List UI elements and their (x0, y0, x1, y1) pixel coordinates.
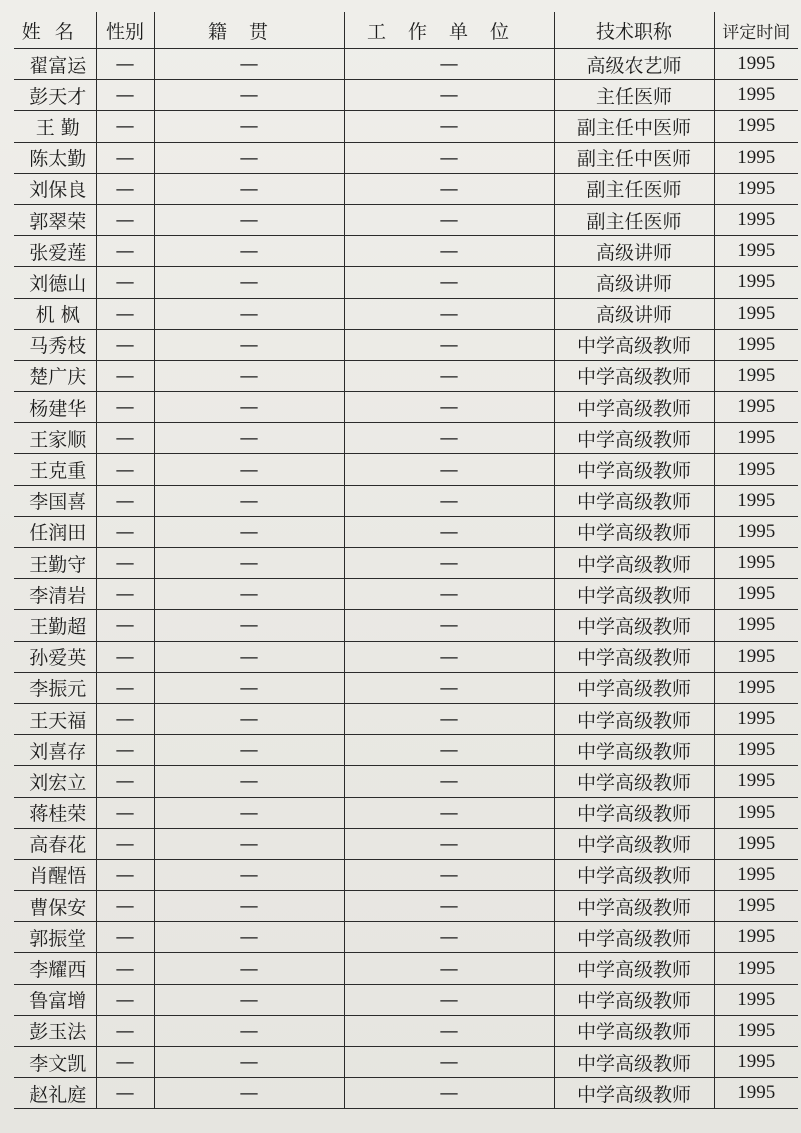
cell-title: 中学高级教师 (554, 984, 714, 1015)
cell-name: 王勤守 (14, 548, 96, 579)
personnel-table (14, 12, 798, 1109)
cell-unit: — (344, 548, 554, 579)
cell-name: 鲁富增 (14, 984, 96, 1015)
cell-name: 王 勤 (14, 111, 96, 142)
cell-unit: — (344, 298, 554, 329)
cell-unit: — (344, 454, 554, 485)
cell-origin: — (154, 703, 344, 734)
cell-unit: — (344, 360, 554, 391)
table-row (14, 641, 798, 672)
cell-name: 刘喜存 (14, 735, 96, 766)
cell-unit: — (344, 641, 554, 672)
table-row (14, 485, 798, 516)
cell-origin: — (154, 672, 344, 703)
cell-year: 1995 (714, 49, 798, 80)
cell-name: 马秀枝 (14, 329, 96, 360)
cell-unit: — (344, 173, 554, 204)
table-row (14, 80, 798, 111)
cell-title: 高级讲师 (554, 267, 714, 298)
cell-origin: — (154, 204, 344, 235)
cell-title: 中学高级教师 (554, 485, 714, 516)
header-unit: 工作单位 (344, 12, 554, 49)
cell-year: 1995 (714, 111, 798, 142)
cell-year: 1995 (714, 828, 798, 859)
cell-title: 主任医师 (554, 80, 714, 111)
cell-title: 中学高级教师 (554, 1078, 714, 1109)
cell-year: 1995 (714, 329, 798, 360)
header-row (14, 12, 798, 49)
cell-sex: — (96, 392, 154, 423)
cell-title: 高级讲师 (554, 236, 714, 267)
cell-origin: — (154, 797, 344, 828)
cell-name: 彭玉法 (14, 1015, 96, 1046)
cell-name: 李振元 (14, 672, 96, 703)
cell-origin: — (154, 173, 344, 204)
cell-name: 曹保安 (14, 891, 96, 922)
cell-sex: — (96, 859, 154, 890)
table-header (14, 12, 798, 49)
cell-unit: — (344, 80, 554, 111)
cell-origin: — (154, 329, 344, 360)
cell-title: 中学高级教师 (554, 454, 714, 485)
cell-sex: — (96, 828, 154, 859)
cell-unit: — (344, 703, 554, 734)
table-body (14, 49, 798, 1109)
cell-unit: — (344, 516, 554, 547)
cell-sex: — (96, 891, 154, 922)
cell-origin: — (154, 49, 344, 80)
cell-sex: — (96, 922, 154, 953)
cell-name: 杨建华 (14, 392, 96, 423)
cell-origin: — (154, 579, 344, 610)
cell-name: 翟富运 (14, 49, 96, 80)
cell-title: 中学高级教师 (554, 641, 714, 672)
cell-sex: — (96, 173, 154, 204)
table-row (14, 828, 798, 859)
cell-sex: — (96, 672, 154, 703)
cell-origin: — (154, 392, 344, 423)
cell-title: 中学高级教师 (554, 797, 714, 828)
cell-title: 中学高级教师 (554, 548, 714, 579)
cell-sex: — (96, 703, 154, 734)
cell-sex: — (96, 579, 154, 610)
cell-name: 王克重 (14, 454, 96, 485)
cell-name: 郭翠荣 (14, 204, 96, 235)
table-row (14, 766, 798, 797)
cell-unit: — (344, 1015, 554, 1046)
table-row (14, 703, 798, 734)
cell-title: 中学高级教师 (554, 735, 714, 766)
table-row (14, 859, 798, 890)
cell-unit: — (344, 766, 554, 797)
cell-unit: — (344, 735, 554, 766)
cell-origin: — (154, 1047, 344, 1078)
cell-unit: — (344, 672, 554, 703)
cell-sex: — (96, 766, 154, 797)
cell-origin: — (154, 828, 344, 859)
cell-year: 1995 (714, 1078, 798, 1109)
table-row (14, 423, 798, 454)
cell-unit: — (344, 267, 554, 298)
cell-unit: — (344, 984, 554, 1015)
header-origin: 籍贯 (154, 12, 344, 49)
table-row (14, 173, 798, 204)
cell-name: 楚广庆 (14, 360, 96, 391)
cell-origin: — (154, 735, 344, 766)
cell-sex: — (96, 454, 154, 485)
table-row (14, 360, 798, 391)
cell-year: 1995 (714, 204, 798, 235)
cell-unit: — (344, 111, 554, 142)
cell-name: 赵礼庭 (14, 1078, 96, 1109)
cell-sex: — (96, 735, 154, 766)
cell-year: 1995 (714, 267, 798, 298)
cell-year: 1995 (714, 392, 798, 423)
cell-name: 王勤超 (14, 610, 96, 641)
cell-origin: — (154, 766, 344, 797)
cell-origin: — (154, 984, 344, 1015)
cell-name: 李耀西 (14, 953, 96, 984)
header-date: 评定时间 (714, 12, 798, 49)
table-row (14, 1015, 798, 1046)
cell-title: 高级讲师 (554, 298, 714, 329)
cell-sex: — (96, 267, 154, 298)
cell-name: 彭天才 (14, 80, 96, 111)
cell-origin: — (154, 548, 344, 579)
table-row (14, 392, 798, 423)
cell-year: 1995 (714, 423, 798, 454)
cell-title: 中学高级教师 (554, 703, 714, 734)
cell-title: 中学高级教师 (554, 423, 714, 454)
cell-sex: — (96, 1047, 154, 1078)
cell-name: 李文凯 (14, 1047, 96, 1078)
cell-title: 副主任医师 (554, 173, 714, 204)
cell-name: 刘保良 (14, 173, 96, 204)
cell-origin: — (154, 423, 344, 454)
cell-year: 1995 (714, 641, 798, 672)
cell-year: 1995 (714, 703, 798, 734)
cell-name: 刘德山 (14, 267, 96, 298)
table-row (14, 204, 798, 235)
cell-origin: — (154, 454, 344, 485)
cell-origin: — (154, 267, 344, 298)
cell-year: 1995 (714, 298, 798, 329)
cell-sex: — (96, 204, 154, 235)
header-name: 姓名 (14, 12, 96, 49)
cell-year: 1995 (714, 735, 798, 766)
cell-unit: — (344, 797, 554, 828)
cell-name: 肖醒悟 (14, 859, 96, 890)
table-row (14, 1078, 798, 1109)
table-row (14, 672, 798, 703)
cell-sex: — (96, 329, 154, 360)
cell-sex: — (96, 516, 154, 547)
cell-year: 1995 (714, 984, 798, 1015)
header-title: 技术职称 (554, 12, 714, 49)
cell-name: 陈太勤 (14, 142, 96, 173)
cell-name: 刘宏立 (14, 766, 96, 797)
cell-name: 任润田 (14, 516, 96, 547)
cell-year: 1995 (714, 672, 798, 703)
cell-year: 1995 (714, 610, 798, 641)
header-sex: 性别 (96, 12, 154, 49)
cell-year: 1995 (714, 891, 798, 922)
table-row (14, 548, 798, 579)
cell-origin: — (154, 360, 344, 391)
cell-year: 1995 (714, 1015, 798, 1046)
cell-title: 副主任中医师 (554, 142, 714, 173)
cell-origin: — (154, 80, 344, 111)
cell-title: 中学高级教师 (554, 953, 714, 984)
cell-unit: — (344, 1078, 554, 1109)
cell-unit: — (344, 579, 554, 610)
cell-year: 1995 (714, 766, 798, 797)
cell-title: 中学高级教师 (554, 1047, 714, 1078)
cell-year: 1995 (714, 173, 798, 204)
cell-sex: — (96, 360, 154, 391)
cell-origin: — (154, 641, 344, 672)
cell-unit: — (344, 828, 554, 859)
table-row (14, 922, 798, 953)
table-row (14, 111, 798, 142)
table-row (14, 579, 798, 610)
table-row (14, 267, 798, 298)
cell-year: 1995 (714, 516, 798, 547)
cell-origin: — (154, 610, 344, 641)
table-row (14, 298, 798, 329)
cell-sex: — (96, 423, 154, 454)
cell-year: 1995 (714, 579, 798, 610)
table-row (14, 610, 798, 641)
cell-title: 中学高级教师 (554, 516, 714, 547)
cell-title: 中学高级教师 (554, 579, 714, 610)
cell-sex: — (96, 111, 154, 142)
cell-year: 1995 (714, 360, 798, 391)
table-row (14, 329, 798, 360)
cell-sex: — (96, 548, 154, 579)
cell-unit: — (344, 891, 554, 922)
cell-unit: — (344, 204, 554, 235)
cell-origin: — (154, 142, 344, 173)
cell-year: 1995 (714, 922, 798, 953)
cell-name: 蒋桂荣 (14, 797, 96, 828)
cell-title: 中学高级教师 (554, 610, 714, 641)
cell-name: 李清岩 (14, 579, 96, 610)
cell-title: 中学高级教师 (554, 766, 714, 797)
table-row (14, 454, 798, 485)
cell-sex: — (96, 797, 154, 828)
table-row (14, 797, 798, 828)
cell-year: 1995 (714, 797, 798, 828)
cell-origin: — (154, 1015, 344, 1046)
cell-unit: — (344, 49, 554, 80)
cell-name: 王天福 (14, 703, 96, 734)
cell-name: 张爱莲 (14, 236, 96, 267)
cell-sex: — (96, 1015, 154, 1046)
cell-unit: — (344, 953, 554, 984)
table-row (14, 142, 798, 173)
cell-origin: — (154, 1078, 344, 1109)
cell-sex: — (96, 984, 154, 1015)
cell-name: 高春花 (14, 828, 96, 859)
cell-origin: — (154, 922, 344, 953)
cell-origin: — (154, 236, 344, 267)
cell-origin: — (154, 485, 344, 516)
cell-unit: — (344, 423, 554, 454)
cell-title: 中学高级教师 (554, 828, 714, 859)
cell-title: 中学高级教师 (554, 1015, 714, 1046)
cell-name: 郭振堂 (14, 922, 96, 953)
cell-origin: — (154, 891, 344, 922)
cell-sex: — (96, 953, 154, 984)
cell-title: 中学高级教师 (554, 859, 714, 890)
cell-origin: — (154, 298, 344, 329)
table-row (14, 953, 798, 984)
table-row (14, 891, 798, 922)
cell-title: 副主任医师 (554, 204, 714, 235)
table-row (14, 49, 798, 80)
cell-year: 1995 (714, 1047, 798, 1078)
cell-title: 副主任中医师 (554, 111, 714, 142)
cell-sex: — (96, 49, 154, 80)
cell-unit: — (344, 859, 554, 890)
cell-title: 中学高级教师 (554, 392, 714, 423)
cell-title: 中学高级教师 (554, 360, 714, 391)
table-row (14, 984, 798, 1015)
cell-sex: — (96, 298, 154, 329)
cell-title: 中学高级教师 (554, 922, 714, 953)
cell-year: 1995 (714, 454, 798, 485)
cell-title: 中学高级教师 (554, 672, 714, 703)
cell-unit: — (344, 142, 554, 173)
cell-unit: — (344, 392, 554, 423)
table-row (14, 735, 798, 766)
cell-origin: — (154, 859, 344, 890)
cell-sex: — (96, 1078, 154, 1109)
cell-unit: — (344, 610, 554, 641)
cell-origin: — (154, 953, 344, 984)
cell-year: 1995 (714, 485, 798, 516)
cell-sex: — (96, 80, 154, 111)
table-row (14, 516, 798, 547)
cell-title: 中学高级教师 (554, 329, 714, 360)
cell-unit: — (344, 329, 554, 360)
cell-sex: — (96, 610, 154, 641)
cell-origin: — (154, 516, 344, 547)
cell-sex: — (96, 142, 154, 173)
cell-name: 孙爱英 (14, 641, 96, 672)
cell-year: 1995 (714, 548, 798, 579)
cell-sex: — (96, 236, 154, 267)
cell-sex: — (96, 641, 154, 672)
cell-unit: — (344, 1047, 554, 1078)
cell-sex: — (96, 485, 154, 516)
cell-origin: — (154, 111, 344, 142)
cell-year: 1995 (714, 236, 798, 267)
cell-unit: — (344, 922, 554, 953)
cell-year: 1995 (714, 80, 798, 111)
cell-year: 1995 (714, 142, 798, 173)
cell-title: 中学高级教师 (554, 891, 714, 922)
table-row (14, 1047, 798, 1078)
cell-name: 王家顺 (14, 423, 96, 454)
cell-unit: — (344, 485, 554, 516)
cell-name: 机 枫 (14, 298, 96, 329)
cell-title: 高级农艺师 (554, 49, 714, 80)
cell-unit: — (344, 236, 554, 267)
cell-year: 1995 (714, 859, 798, 890)
cell-name: 李国喜 (14, 485, 96, 516)
cell-year: 1995 (714, 953, 798, 984)
table-row (14, 236, 798, 267)
